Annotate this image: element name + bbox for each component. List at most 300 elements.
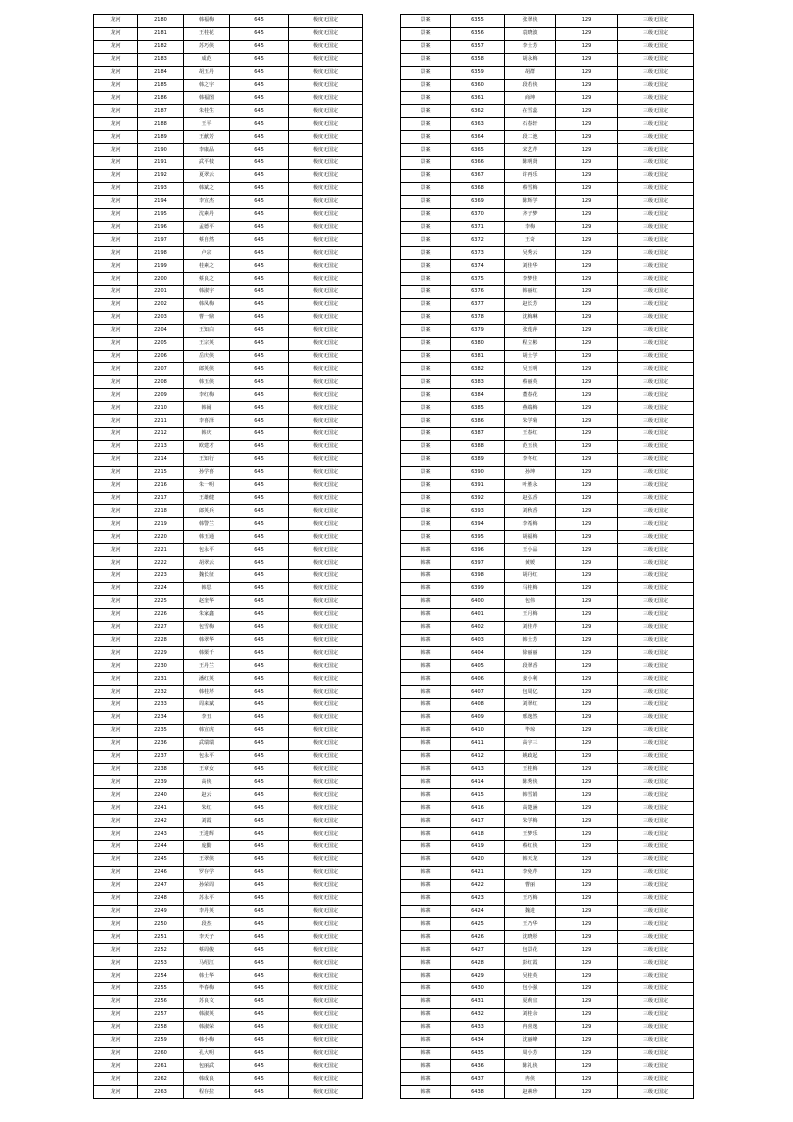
district-cell: 韩寨 bbox=[401, 1034, 451, 1047]
number-cell: 2217 bbox=[138, 492, 184, 505]
district-cell: 景案 bbox=[401, 221, 451, 234]
number-cell: 2246 bbox=[138, 866, 184, 879]
district-cell: 韩寨 bbox=[401, 931, 451, 944]
table-row bbox=[401, 1047, 694, 1060]
name-cell: 桂素之 bbox=[184, 260, 230, 273]
name-cell: 韩雪娟 bbox=[505, 789, 556, 802]
name-cell: 蔡自然 bbox=[184, 234, 230, 247]
score-cell: 645 bbox=[230, 40, 289, 53]
district-cell: 韩寨 bbox=[401, 892, 451, 905]
score-cell: 129 bbox=[556, 531, 618, 544]
district-cell: 韩寨 bbox=[401, 1073, 451, 1086]
status-cell: 三级无国定 bbox=[618, 892, 694, 905]
district-cell: 龙河 bbox=[94, 608, 138, 621]
status-cell: 三级无国定 bbox=[618, 1008, 694, 1021]
number-cell: 2205 bbox=[138, 337, 184, 350]
district-cell: 韩寨 bbox=[401, 660, 451, 673]
number-cell: 2214 bbox=[138, 453, 184, 466]
score-cell: 129 bbox=[556, 892, 618, 905]
number-cell: 2184 bbox=[138, 66, 184, 79]
district-cell: 景案 bbox=[401, 131, 451, 144]
score-cell: 645 bbox=[230, 879, 289, 892]
table-row bbox=[401, 879, 694, 892]
name-cell: 王雄健 bbox=[184, 492, 230, 505]
score-cell: 129 bbox=[556, 1073, 618, 1086]
score-cell: 129 bbox=[556, 92, 618, 105]
status-cell: 三级无国定 bbox=[618, 66, 694, 79]
name-cell: 郎英侠 bbox=[184, 363, 230, 376]
district-cell: 景案 bbox=[401, 286, 451, 299]
district-cell: 韩寨 bbox=[401, 1021, 451, 1034]
status-cell: 三级无国定 bbox=[618, 931, 694, 944]
status-cell: 三级无国定 bbox=[618, 311, 694, 324]
district-cell: 韩寨 bbox=[401, 582, 451, 595]
status-cell: 三级无国定 bbox=[618, 234, 694, 247]
number-cell: 2242 bbox=[138, 815, 184, 828]
status-cell: 极度无国定 bbox=[289, 144, 363, 157]
number-cell: 6430 bbox=[451, 982, 505, 995]
score-cell: 645 bbox=[230, 260, 289, 273]
district-cell: 景案 bbox=[401, 402, 451, 415]
table-row bbox=[94, 402, 363, 415]
table-row bbox=[94, 699, 363, 712]
table-row bbox=[94, 711, 363, 724]
number-cell: 6357 bbox=[451, 40, 505, 53]
name-cell: 王知白 bbox=[184, 324, 230, 337]
name-cell: 李士芳 bbox=[505, 40, 556, 53]
status-cell: 极度无国定 bbox=[289, 402, 363, 415]
district-cell: 龙河 bbox=[94, 763, 138, 776]
district-cell: 龙河 bbox=[94, 931, 138, 944]
number-cell: 6420 bbox=[451, 853, 505, 866]
district-cell: 韩寨 bbox=[401, 724, 451, 737]
status-cell: 三级无国定 bbox=[618, 763, 694, 776]
status-cell: 三级无国定 bbox=[618, 1047, 694, 1060]
table-row bbox=[94, 1047, 363, 1060]
status-cell: 极度无国定 bbox=[289, 982, 363, 995]
name-cell: 陈秀侠 bbox=[505, 776, 556, 789]
number-cell: 2188 bbox=[138, 118, 184, 131]
score-cell: 129 bbox=[556, 66, 618, 79]
name-cell: 朱家鑫 bbox=[184, 608, 230, 621]
district-cell: 龙河 bbox=[94, 273, 138, 286]
table-row bbox=[94, 621, 363, 634]
district-cell: 龙河 bbox=[94, 131, 138, 144]
status-cell: 极度无国定 bbox=[289, 724, 363, 737]
table-row bbox=[401, 944, 694, 957]
score-cell: 645 bbox=[230, 453, 289, 466]
score-cell: 645 bbox=[230, 750, 289, 763]
number-cell: 6360 bbox=[451, 79, 505, 92]
table-row bbox=[94, 763, 363, 776]
district-cell: 景案 bbox=[401, 208, 451, 221]
status-cell: 极度无国定 bbox=[289, 944, 363, 957]
status-cell: 三级无国定 bbox=[618, 479, 694, 492]
score-cell: 645 bbox=[230, 221, 289, 234]
table-row bbox=[94, 1086, 363, 1099]
score-cell: 645 bbox=[230, 802, 289, 815]
name-cell: 韩士华 bbox=[184, 970, 230, 983]
name-cell: 韩成良 bbox=[184, 1073, 230, 1086]
name-cell: 王春红 bbox=[505, 428, 556, 441]
number-cell: 6405 bbox=[451, 660, 505, 673]
table-row bbox=[401, 337, 694, 350]
district-cell: 龙河 bbox=[94, 750, 138, 763]
score-cell: 645 bbox=[230, 479, 289, 492]
table-row bbox=[401, 79, 694, 92]
number-cell: 2250 bbox=[138, 918, 184, 931]
score-cell: 129 bbox=[556, 853, 618, 866]
score-cell: 645 bbox=[230, 440, 289, 453]
table-row bbox=[401, 208, 694, 221]
score-cell: 645 bbox=[230, 92, 289, 105]
name-cell: 张翠侠 bbox=[505, 15, 556, 28]
score-cell: 129 bbox=[556, 647, 618, 660]
status-cell: 三级无国定 bbox=[618, 776, 694, 789]
score-cell: 645 bbox=[230, 1021, 289, 1034]
score-cell: 645 bbox=[230, 1073, 289, 1086]
score-cell: 645 bbox=[230, 634, 289, 647]
name-cell: 苏永平 bbox=[184, 892, 230, 905]
name-cell: 郎英兵 bbox=[184, 505, 230, 518]
name-cell: 朱学梅 bbox=[505, 815, 556, 828]
name-cell: 王月梅 bbox=[505, 608, 556, 621]
number-cell: 2225 bbox=[138, 595, 184, 608]
name-cell: 韩翠华 bbox=[184, 634, 230, 647]
score-cell: 129 bbox=[556, 182, 618, 195]
table-row bbox=[94, 298, 363, 311]
number-cell: 6398 bbox=[451, 569, 505, 582]
status-cell: 三级无国定 bbox=[618, 466, 694, 479]
name-cell: 段若侠 bbox=[505, 79, 556, 92]
score-cell: 645 bbox=[230, 350, 289, 363]
status-cell: 三级无国定 bbox=[618, 195, 694, 208]
name-cell: 包小强 bbox=[505, 982, 556, 995]
table-row bbox=[401, 544, 694, 557]
name-cell: 胡玉丹 bbox=[184, 66, 230, 79]
score-cell: 129 bbox=[556, 737, 618, 750]
table-row bbox=[94, 750, 363, 763]
score-cell: 645 bbox=[230, 182, 289, 195]
table-row bbox=[401, 970, 694, 983]
table-row bbox=[401, 15, 694, 28]
table-row bbox=[94, 376, 363, 389]
number-cell: 6436 bbox=[451, 1060, 505, 1073]
district-cell: 龙河 bbox=[94, 337, 138, 350]
score-cell: 129 bbox=[556, 195, 618, 208]
table-row bbox=[94, 944, 363, 957]
score-cell: 645 bbox=[230, 234, 289, 247]
name-cell: 韩栗千 bbox=[184, 647, 230, 660]
name-cell: 李天子 bbox=[184, 931, 230, 944]
score-cell: 645 bbox=[230, 789, 289, 802]
district-cell: 龙河 bbox=[94, 544, 138, 557]
district-cell: 龙河 bbox=[94, 1073, 138, 1086]
score-cell: 645 bbox=[230, 105, 289, 118]
district-cell: 龙河 bbox=[94, 105, 138, 118]
district-cell: 景案 bbox=[401, 273, 451, 286]
number-cell: 2235 bbox=[138, 724, 184, 737]
status-cell: 极度无国定 bbox=[289, 324, 363, 337]
score-cell: 129 bbox=[556, 389, 618, 402]
table-row bbox=[94, 466, 363, 479]
status-cell: 三级无国定 bbox=[618, 92, 694, 105]
number-cell: 2253 bbox=[138, 957, 184, 970]
status-cell: 三级无国定 bbox=[618, 944, 694, 957]
status-cell: 极度无国定 bbox=[289, 466, 363, 479]
number-cell: 6397 bbox=[451, 557, 505, 570]
district-cell: 龙河 bbox=[94, 699, 138, 712]
number-cell: 6425 bbox=[451, 918, 505, 931]
district-cell: 龙河 bbox=[94, 737, 138, 750]
district-cell: 龙河 bbox=[94, 724, 138, 737]
name-cell: 夏翠云 bbox=[184, 169, 230, 182]
score-cell: 645 bbox=[230, 1008, 289, 1021]
number-cell: 2231 bbox=[138, 673, 184, 686]
table-row bbox=[401, 1021, 694, 1034]
status-cell: 极度无国定 bbox=[289, 699, 363, 712]
number-cell: 6386 bbox=[451, 415, 505, 428]
table-row bbox=[401, 131, 694, 144]
status-cell: 三级无国定 bbox=[618, 750, 694, 763]
score-cell: 645 bbox=[230, 518, 289, 531]
status-cell: 极度无国定 bbox=[289, 92, 363, 105]
number-cell: 2204 bbox=[138, 324, 184, 337]
table-row bbox=[94, 582, 363, 595]
table-row bbox=[94, 931, 363, 944]
name-cell: 武平枝 bbox=[184, 156, 230, 169]
score-cell: 645 bbox=[230, 944, 289, 957]
number-cell: 2186 bbox=[138, 92, 184, 105]
table-row bbox=[94, 531, 363, 544]
score-cell: 645 bbox=[230, 595, 289, 608]
number-cell: 6438 bbox=[451, 1086, 505, 1099]
score-cell: 129 bbox=[556, 53, 618, 66]
district-cell: 龙河 bbox=[94, 673, 138, 686]
score-cell: 129 bbox=[556, 15, 618, 28]
status-cell: 三级无国定 bbox=[618, 169, 694, 182]
status-cell: 三级无国定 bbox=[618, 27, 694, 40]
table-row bbox=[94, 428, 363, 441]
district-cell: 龙河 bbox=[94, 1008, 138, 1021]
name-cell: 赵长芳 bbox=[505, 298, 556, 311]
number-cell: 6375 bbox=[451, 273, 505, 286]
district-cell: 龙河 bbox=[94, 27, 138, 40]
status-cell: 极度无国定 bbox=[289, 453, 363, 466]
name-cell: 包雪梅 bbox=[184, 621, 230, 634]
status-cell: 极度无国定 bbox=[289, 492, 363, 505]
score-cell: 645 bbox=[230, 828, 289, 841]
score-cell: 129 bbox=[556, 40, 618, 53]
number-cell: 2197 bbox=[138, 234, 184, 247]
score-cell: 129 bbox=[556, 273, 618, 286]
name-cell: 吴秀云 bbox=[505, 247, 556, 260]
district-cell: 龙河 bbox=[94, 802, 138, 815]
name-cell: 王乃华 bbox=[505, 918, 556, 931]
name-cell: 赵素珍 bbox=[505, 1086, 556, 1099]
table-row bbox=[401, 763, 694, 776]
score-cell: 645 bbox=[230, 402, 289, 415]
district-cell: 龙河 bbox=[94, 853, 138, 866]
name-cell: 蔡红侠 bbox=[505, 841, 556, 854]
status-cell: 极度无国定 bbox=[289, 544, 363, 557]
status-cell: 极度无国定 bbox=[289, 376, 363, 389]
number-cell: 6400 bbox=[451, 595, 505, 608]
name-cell: 冉侠 bbox=[505, 1073, 556, 1086]
district-cell: 景案 bbox=[401, 453, 451, 466]
score-cell: 645 bbox=[230, 27, 289, 40]
district-cell: 韩寨 bbox=[401, 879, 451, 892]
score-cell: 129 bbox=[556, 298, 618, 311]
table-row bbox=[94, 105, 363, 118]
district-cell: 韩寨 bbox=[401, 763, 451, 776]
name-cell: 程立彬 bbox=[505, 337, 556, 350]
status-cell: 极度无国定 bbox=[289, 621, 363, 634]
name-cell: 蔡丽英 bbox=[505, 376, 556, 389]
number-cell: 6385 bbox=[451, 402, 505, 415]
district-cell: 龙河 bbox=[94, 789, 138, 802]
name-cell: 胡翠云 bbox=[184, 557, 230, 570]
name-cell: 陈明贤 bbox=[505, 156, 556, 169]
table-row bbox=[94, 492, 363, 505]
number-cell: 6363 bbox=[451, 118, 505, 131]
score-cell: 129 bbox=[556, 841, 618, 854]
score-cell: 129 bbox=[556, 376, 618, 389]
score-cell: 129 bbox=[556, 156, 618, 169]
district-cell: 韩寨 bbox=[401, 673, 451, 686]
number-cell: 2191 bbox=[138, 156, 184, 169]
score-cell: 129 bbox=[556, 440, 618, 453]
number-cell: 6369 bbox=[451, 195, 505, 208]
status-cell: 三级无国定 bbox=[618, 724, 694, 737]
number-cell: 6366 bbox=[451, 156, 505, 169]
number-cell: 6406 bbox=[451, 673, 505, 686]
score-cell: 645 bbox=[230, 1086, 289, 1099]
name-cell: 黄媛 bbox=[505, 557, 556, 570]
number-cell: 2245 bbox=[138, 853, 184, 866]
table-row bbox=[401, 350, 694, 363]
status-cell: 三级无国定 bbox=[618, 79, 694, 92]
name-cell: 韩福梅 bbox=[184, 15, 230, 28]
district-cell: 景案 bbox=[401, 156, 451, 169]
status-cell: 极度无国定 bbox=[289, 841, 363, 854]
name-cell: 胡丹红 bbox=[505, 569, 556, 582]
status-cell: 三级无国定 bbox=[618, 828, 694, 841]
name-cell: 胡永梅 bbox=[505, 53, 556, 66]
name-cell: 庞勤 bbox=[184, 841, 230, 854]
table-row bbox=[401, 156, 694, 169]
district-cell: 龙河 bbox=[94, 879, 138, 892]
district-cell: 龙河 bbox=[94, 1047, 138, 1060]
table-row bbox=[401, 324, 694, 337]
number-cell: 6415 bbox=[451, 789, 505, 802]
table-row bbox=[94, 982, 363, 995]
status-cell: 极度无国定 bbox=[289, 853, 363, 866]
score-cell: 129 bbox=[556, 686, 618, 699]
score-cell: 129 bbox=[556, 1034, 618, 1047]
district-cell: 韩寨 bbox=[401, 1060, 451, 1073]
name-cell: 蔡雪梅 bbox=[505, 182, 556, 195]
status-cell: 三级无国定 bbox=[618, 260, 694, 273]
district-cell: 龙河 bbox=[94, 711, 138, 724]
score-cell: 645 bbox=[230, 118, 289, 131]
name-cell: 韩淑英 bbox=[184, 1008, 230, 1021]
district-cell: 龙河 bbox=[94, 440, 138, 453]
district-cell: 景案 bbox=[401, 260, 451, 273]
name-cell: 苏良文 bbox=[184, 995, 230, 1008]
name-cell: 王桂梅 bbox=[505, 763, 556, 776]
score-cell: 645 bbox=[230, 415, 289, 428]
table-row bbox=[401, 169, 694, 182]
score-cell: 129 bbox=[556, 931, 618, 944]
status-cell: 极度无国定 bbox=[289, 428, 363, 441]
score-cell: 645 bbox=[230, 66, 289, 79]
district-cell: 景案 bbox=[401, 105, 451, 118]
number-cell: 2180 bbox=[138, 15, 184, 28]
table-row bbox=[401, 789, 694, 802]
table-row bbox=[401, 931, 694, 944]
name-cell: 李希梅 bbox=[505, 518, 556, 531]
score-cell: 129 bbox=[556, 479, 618, 492]
name-cell: 欧建才 bbox=[184, 440, 230, 453]
score-cell: 645 bbox=[230, 363, 289, 376]
district-cell: 韩寨 bbox=[401, 995, 451, 1008]
status-cell: 极度无国定 bbox=[289, 131, 363, 144]
score-cell: 645 bbox=[230, 582, 289, 595]
number-cell: 2183 bbox=[138, 53, 184, 66]
table-row bbox=[94, 260, 363, 273]
status-cell: 极度无国定 bbox=[289, 531, 363, 544]
status-cell: 极度无国定 bbox=[289, 918, 363, 931]
status-cell: 极度无国定 bbox=[289, 660, 363, 673]
number-cell: 6429 bbox=[451, 970, 505, 983]
number-cell: 2200 bbox=[138, 273, 184, 286]
district-cell: 龙河 bbox=[94, 1060, 138, 1073]
status-cell: 三级无国定 bbox=[618, 208, 694, 221]
district-cell: 龙河 bbox=[94, 234, 138, 247]
number-cell: 6378 bbox=[451, 311, 505, 324]
name-cell: 李梦佳 bbox=[505, 273, 556, 286]
score-cell: 129 bbox=[556, 660, 618, 673]
name-cell: 朱桂生 bbox=[184, 105, 230, 118]
score-cell: 129 bbox=[556, 1021, 618, 1034]
name-cell: 包景花 bbox=[505, 944, 556, 957]
score-cell: 645 bbox=[230, 1047, 289, 1060]
number-cell: 6408 bbox=[451, 699, 505, 712]
table-row bbox=[401, 957, 694, 970]
number-cell: 2192 bbox=[138, 169, 184, 182]
status-cell: 极度无国定 bbox=[289, 79, 363, 92]
table-row bbox=[401, 750, 694, 763]
district-cell: 龙河 bbox=[94, 350, 138, 363]
table-row bbox=[94, 479, 363, 492]
number-cell: 6377 bbox=[451, 298, 505, 311]
name-cell: 王献芳 bbox=[184, 131, 230, 144]
number-cell: 2210 bbox=[138, 402, 184, 415]
district-cell: 龙河 bbox=[94, 221, 138, 234]
status-cell: 三级无国定 bbox=[618, 286, 694, 299]
status-cell: 三级无国定 bbox=[618, 686, 694, 699]
score-cell: 645 bbox=[230, 647, 289, 660]
number-cell: 2211 bbox=[138, 415, 184, 428]
district-cell: 韩寨 bbox=[401, 1047, 451, 1060]
status-cell: 极度无国定 bbox=[289, 828, 363, 841]
status-cell: 极度无国定 bbox=[289, 711, 363, 724]
district-cell: 龙河 bbox=[94, 195, 138, 208]
district-cell: 景案 bbox=[401, 505, 451, 518]
status-cell: 极度无国定 bbox=[289, 1021, 363, 1034]
district-cell: 龙河 bbox=[94, 957, 138, 970]
